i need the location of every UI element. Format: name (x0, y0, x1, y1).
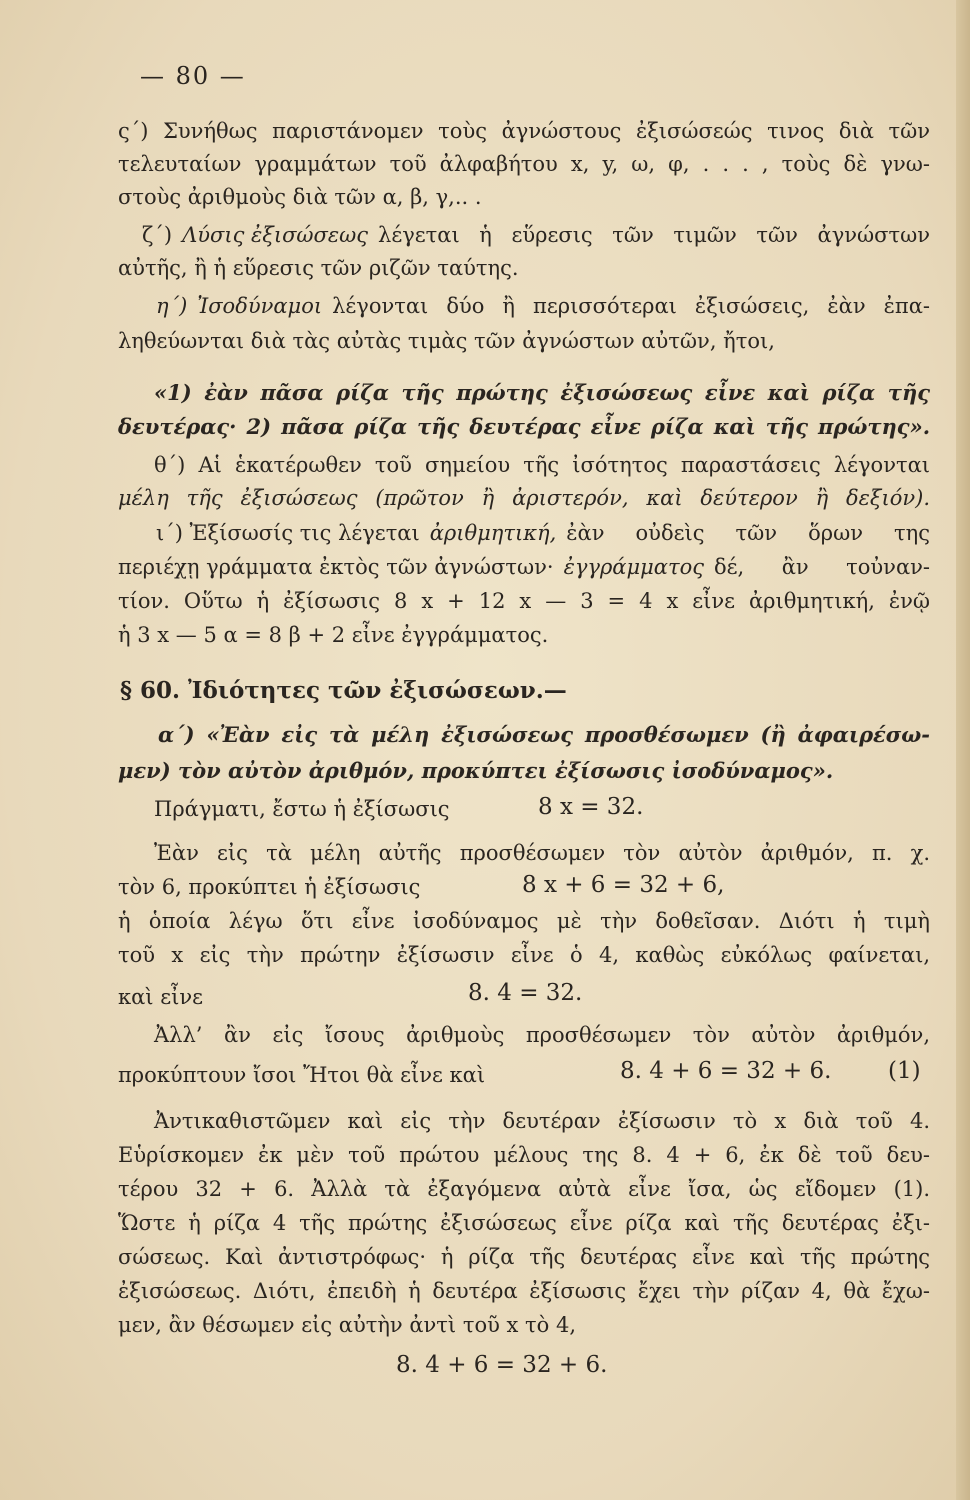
text-line: ἐξισώσεως. Διότι, ἐπειδὴ ἡ δευτέρα ἐξίσωσις ἔχει τὴν ρίζαν 4, θὰ ἔχω- (118, 1279, 930, 1303)
text: ι΄) Ἐξίσωσίς τις λέγεται (156, 521, 420, 545)
text-line: αὐτῆς, ἢ ἡ εὕρεσις τῶν ριζῶν ταύτης. (118, 256, 519, 280)
term: ἐγγράμματος (563, 555, 704, 579)
text-line: τοῦ x εἰς τὴν πρώτην ἐξίσωσιν εἶνε ὁ 4, καθὼς εὐκόλως φαίνεται, (118, 943, 930, 967)
text-line: τελευταίων γραμμάτων τοῦ ἀλφαβήτου x, y, ω, φ, . . . , τοὺς δὲ γνω- (118, 152, 930, 176)
text: δέ, ἂν τοὐναν- (713, 555, 930, 579)
term: Λύσις ἐξισώσεως (182, 223, 369, 247)
page-edge (956, 0, 970, 1500)
text-line: Πράγματι, ἔστω ἡ ἐξίσωσις (154, 797, 450, 821)
text: περιέχῃ γράμματα ἐκτὸς τῶν ἀγνώστων· (118, 555, 554, 579)
text-line: μέλη τῆς ἐξισώσεως (πρῶτον ἢ ἀριστερόν, καὶ δεύτερον ἢ δεξιόν). (118, 486, 930, 510)
section-heading: § 60. Ἰδιότητες τῶν ἐξισώσεων.— (120, 677, 567, 704)
equation: 8. 4 + 6 = 32 + 6. (620, 1058, 832, 1084)
text-line: μεν, ἂν θέσωμεν εἰς αὐτὴν ἀντὶ τοῦ x τὸ 4, (118, 1313, 577, 1337)
term: Ἰσοδύναμοι (197, 294, 323, 318)
text-line: Εὑρίσκομεν ἐκ μὲν τοῦ πρώτου μέλους της 8. 4 + 6, ἐκ δὲ τοῦ δευ- (118, 1143, 930, 1167)
text-line: σώσεως. Καὶ ἀντιστρόφως· ἡ ρίζα τῆς δευτέρας εἶνε καὶ τῆς πρώτης (118, 1245, 930, 1269)
equation: 8. 4 = 32. (468, 980, 583, 1006)
equation: 8 x + 6 = 32 + 6, (522, 872, 725, 898)
text-line: θ΄) Αἱ ἑκατέρωθεν τοῦ σημείου τῆς ἰσότητος παραστάσεις λέγονται (154, 453, 930, 477)
definition-eta (156, 291, 930, 321)
quote-line: δευτέρας· 2) πᾶσα ρίζα τῆς δευτέρας εἶνε ρίζα καὶ τῆς πρώτης». (118, 414, 930, 439)
text-line: τὸν 6, προκύπτει ἡ ἐξίσωσις (118, 875, 421, 899)
text-line: τέρου 32 + 6. Ἀλλὰ τὰ ἐξαγόμενα αὐτὰ εἶνε ἴσα, ὡς εἴδομεν (1). (118, 1177, 930, 1201)
page-number: — 80 — (140, 62, 246, 90)
text: λέγεται ἡ εὕρεσις τῶν τιμῶν τῶν ἀγνώστων (378, 223, 930, 247)
item-marker: η΄) (156, 294, 188, 318)
text-line: Ἀλλ’ ἂν εἰς ἴσους ἀριθμοὺς προσθέσωμεν τὸν αὐτὸν ἀριθμόν, (154, 1023, 930, 1047)
text-line: καὶ εἶνε (118, 985, 203, 1009)
definition-zeta (142, 220, 930, 250)
text-line: ς΄) Συνήθως παριστάνομεν τοὺς ἀγνώστους ἐξισώσεώς τινος διὰ τῶν (118, 119, 930, 143)
property-statement: μεν) τὸν αὐτὸν ἀριθμόν, προκύπτει ἐξίσωσις ἰσοδύναμος». (118, 758, 834, 783)
term: ἀριθμητική, (429, 521, 557, 545)
quote-line: «1) ἐὰν πᾶσα ρίζα τῆς πρώτης ἐξισώσεως εἶνε καὶ ρίζα τῆς (154, 380, 930, 405)
definition-iota (156, 518, 930, 548)
text-line: Ἀντικαθιστῶμεν καὶ εἰς τὴν δευτέραν ἐξίσωσιν τὸ x διὰ τοῦ 4. (154, 1109, 930, 1133)
text: λέγονται δύο ἢ περισσότεραι ἐξισώσεις, ἐὰν ἐπα- (332, 294, 930, 318)
equation: 8 x = 32. (538, 794, 644, 820)
text-line: ληθεύωνται διὰ τὰς αὐτὰς τιμὰς τῶν ἀγνώστων αὐτῶν, ἤτοι, (118, 329, 775, 353)
equation-number: (1) (888, 1058, 921, 1084)
text-line: Ἐὰν εἰς τὰ μέλη αὐτῆς προσθέσωμεν τὸν αὐτὸν ἀριθμόν, π. χ. (154, 841, 930, 865)
text: ἐὰν οὐδεὶς τῶν ὅρων της (566, 521, 930, 545)
text-line: ἡ ὁποία λέγω ὅτι εἶνε ἰσοδύναμος μὲ τὴν δοθεῖσαν. Διότι ἡ τιμὴ (118, 909, 930, 933)
text-line: Ὥστε ἡ ρίζα 4 τῆς πρώτης ἐξισώσεως εἶνε ρίζα καὶ τῆς δευτέρας ἐξι- (118, 1211, 930, 1235)
text-line: ἡ 3 x — 5 α = 8 β + 2 εἶνε ἐγγράμματος. (118, 623, 549, 647)
text-line: στοὺς ἀριθμοὺς διὰ τῶν α, β, γ,.. . (118, 185, 482, 209)
text-line (118, 552, 930, 582)
property-statement: α΄) «Ἐὰν εἰς τὰ μέλη ἐξισώσεως προσθέσωμεν (ἢ ἀφαιρέσω- (158, 722, 930, 747)
text-line: τίον. Οὕτω ἡ ἐξίσωσις 8 x + 12 x — 3 = 4 x εἶνε ἀριθμητική, ἐνῷ (118, 589, 930, 613)
equation: 8. 4 + 6 = 32 + 6. (396, 1352, 608, 1378)
text-line: προκύπτουν ἴσοι Ἤτοι θὰ εἶνε καὶ (118, 1063, 486, 1087)
item-marker: ζ΄) (142, 223, 173, 247)
